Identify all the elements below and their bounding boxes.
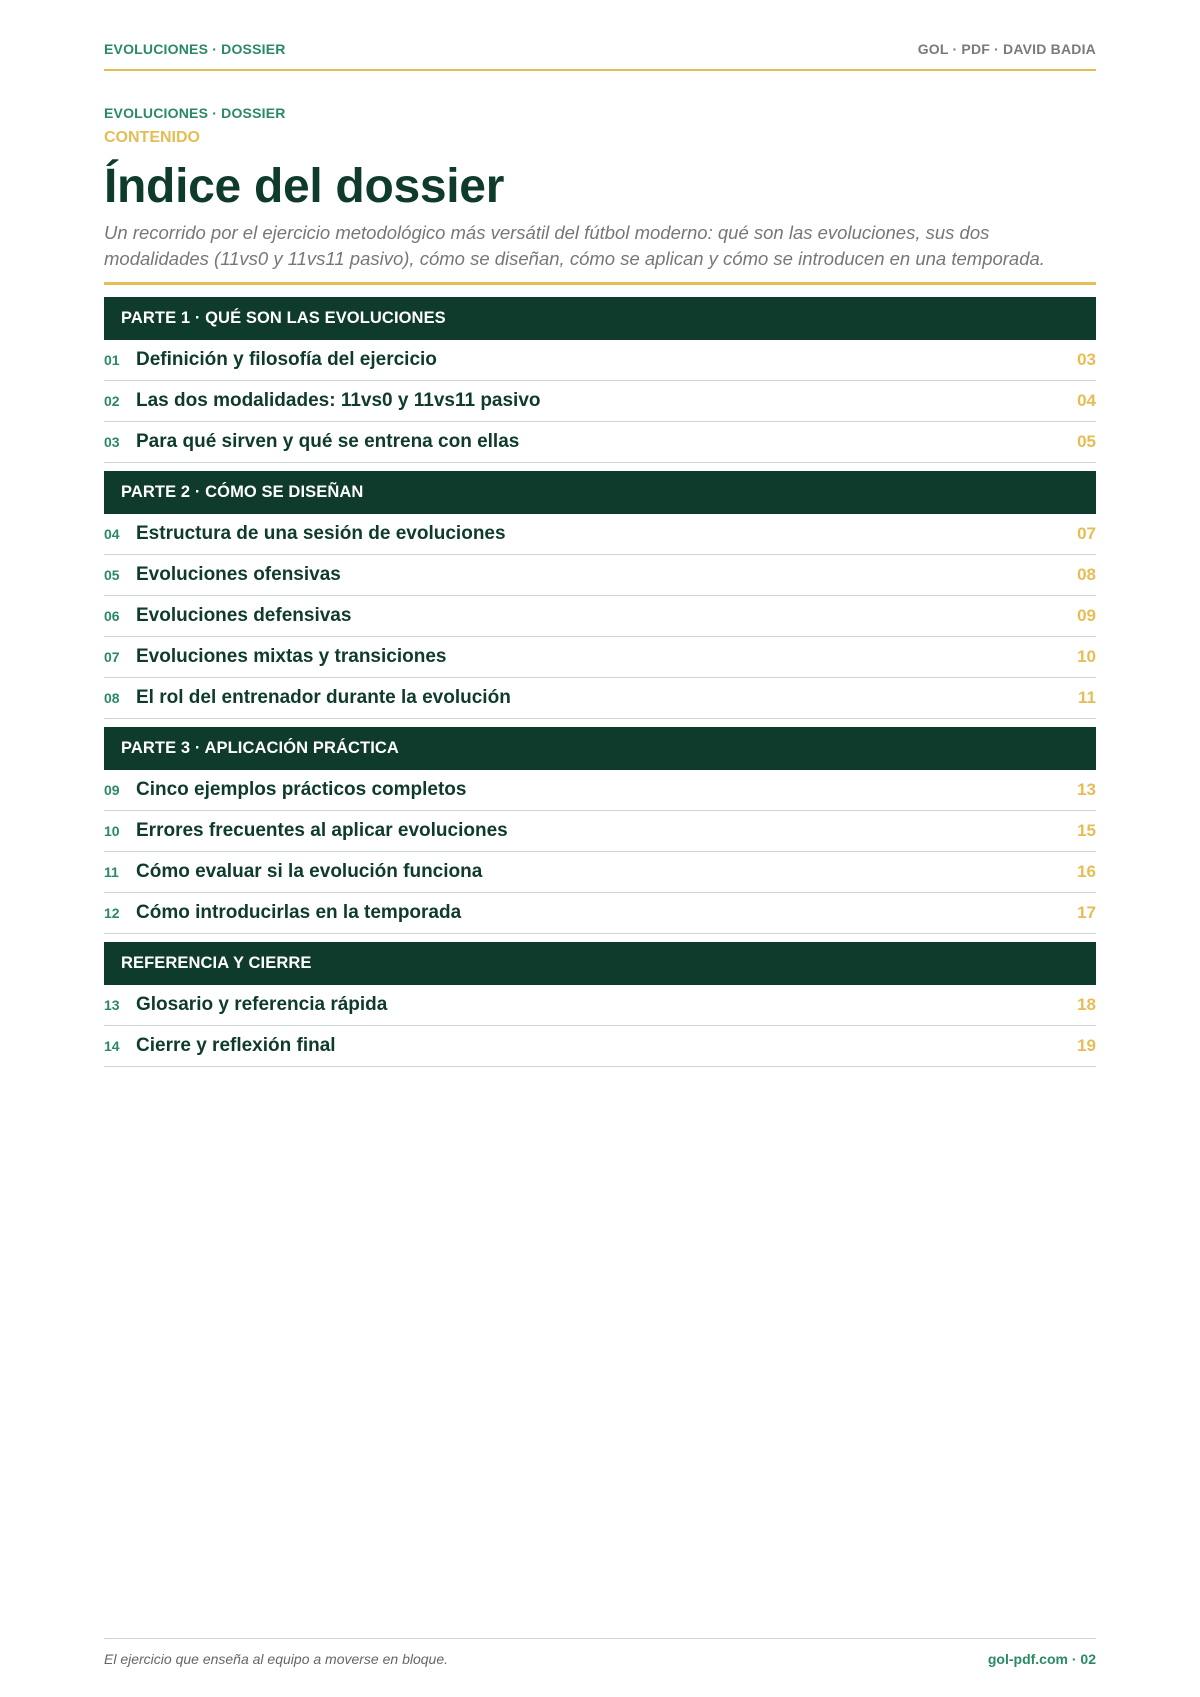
part-heading: PARTE 2 · CÓMO SE DISEÑAN [104, 471, 1096, 514]
toc-entry-list [104, 340, 1096, 463]
toc-entry-title: Evoluciones defensivas [136, 605, 352, 626]
toc-entry-title: Evoluciones ofensivas [136, 564, 341, 585]
toc-entry-page: 05 [1077, 432, 1096, 451]
toc-entry-number: 10 [104, 823, 120, 839]
toc-entry-number: 02 [104, 393, 120, 409]
toc-entry-title: Cómo evaluar si la evolución funciona [136, 861, 483, 882]
toc-entry-page: 11 [1078, 688, 1096, 707]
page-title: Índice del dossier [104, 160, 505, 213]
toc-entry-page: 18 [1077, 995, 1096, 1014]
toc-entry-page: 07 [1077, 524, 1096, 543]
toc-entry-page: 15 [1077, 821, 1096, 840]
toc-entry-title: Estructura de una sesión de evoluciones [136, 523, 506, 544]
part-heading: REFERENCIA Y CIERRE [104, 942, 1096, 985]
running-footer [104, 1638, 1096, 1679]
toc-entry-number: 12 [104, 905, 120, 921]
toc-entry-title: Errores frecuentes al aplicar evoluciones [136, 820, 508, 841]
toc-entry[interactable] [104, 637, 1096, 678]
document-page [104, 0, 1096, 1697]
toc-entry-list [104, 514, 1096, 719]
toc-entry-number: 08 [104, 690, 120, 706]
toc-entry-title: Cinco ejemplos prácticos completos [136, 779, 467, 800]
toc-entry[interactable] [104, 514, 1096, 555]
toc-entry[interactable] [104, 555, 1096, 596]
footer-tagline: El ejercicio que enseña al equipo a moverse en bloque. [104, 1651, 449, 1667]
toc-entry-number: 05 [104, 567, 120, 583]
toc-entry-title: Definición y filosofía del ejercicio [136, 349, 437, 370]
toc-entry-page: 13 [1077, 780, 1096, 799]
gold-divider [104, 282, 1096, 285]
toc-entry-number: 13 [104, 997, 120, 1013]
toc-entry[interactable] [104, 340, 1096, 381]
toc-entry-title: Las dos modalidades: 11vs0 y 11vs11 pasivo [136, 390, 541, 411]
toc-entry-title: Glosario y referencia rápida [136, 994, 388, 1015]
toc-entry-number: 01 [104, 352, 120, 368]
running-header-left: EVOLUCIONES · DOSSIER [104, 41, 286, 57]
toc-entry-number: 11 [104, 864, 119, 880]
toc-entry-list [104, 985, 1096, 1067]
kicker: EVOLUCIONES · DOSSIER [104, 105, 286, 121]
toc-entry-title: Cierre y reflexión final [136, 1035, 336, 1056]
toc-entry[interactable] [104, 1026, 1096, 1067]
toc-entry-page: 16 [1077, 862, 1096, 881]
toc-entry[interactable] [104, 422, 1096, 463]
toc-entry[interactable] [104, 852, 1096, 893]
toc-entry-number: 09 [104, 782, 120, 798]
toc-entry-number: 03 [104, 434, 120, 450]
toc-entry-page: 08 [1077, 565, 1096, 584]
toc-entry[interactable] [104, 985, 1096, 1026]
toc-entry-number: 04 [104, 526, 120, 542]
toc-entry[interactable] [104, 893, 1096, 934]
toc-entry-page: 04 [1077, 391, 1096, 410]
toc-entry-page: 09 [1077, 606, 1096, 625]
toc-entry-title: El rol del entrenador durante la evolución [136, 687, 511, 708]
toc-entry-title: Cómo introducirlas en la temporada [136, 902, 462, 923]
toc-entry-page: 03 [1077, 350, 1096, 369]
toc-entry-list [104, 770, 1096, 934]
toc-entry[interactable] [104, 596, 1096, 637]
toc-entry-number: 06 [104, 608, 120, 624]
part-heading: PARTE 1 · QUÉ SON LAS EVOLUCIONES [104, 297, 1096, 340]
running-header-right: GOL · PDF · DAVID BADIA [917, 41, 1096, 57]
toc-entry[interactable] [104, 678, 1096, 719]
toc-entry-page: 10 [1077, 647, 1096, 666]
page-subtitle: Un recorrido por el ejercicio metodológico más versátil del fútbol moderno: qué son las evoluciones, sus dos modalidades (11vs0 y 11vs11 pasivo), cómo se diseñan, cómo se aplican y cómo se introducen en una temporada. [104, 222, 1045, 269]
footer-page-ref: gol-pdf.com · 02 [987, 1651, 1096, 1667]
part-heading: PARTE 3 · APLICACIÓN PRÁCTICA [104, 727, 1096, 770]
toc-entry-number: 07 [104, 649, 120, 665]
section-label: CONTENIDO [104, 129, 200, 146]
toc-entry[interactable] [104, 770, 1096, 811]
toc-entry-title: Evoluciones mixtas y transiciones [136, 646, 447, 667]
toc-entry-page: 19 [1077, 1036, 1096, 1055]
toc-entry-page: 17 [1077, 903, 1096, 922]
running-header [104, 41, 1096, 71]
table-of-contents [104, 297, 1096, 1075]
toc-entry[interactable] [104, 381, 1096, 422]
hero [104, 104, 1096, 272]
toc-entry[interactable] [104, 811, 1096, 852]
toc-entry-title: Para qué sirven y qué se entrena con ellas [136, 431, 520, 452]
toc-entry-number: 14 [104, 1038, 120, 1054]
